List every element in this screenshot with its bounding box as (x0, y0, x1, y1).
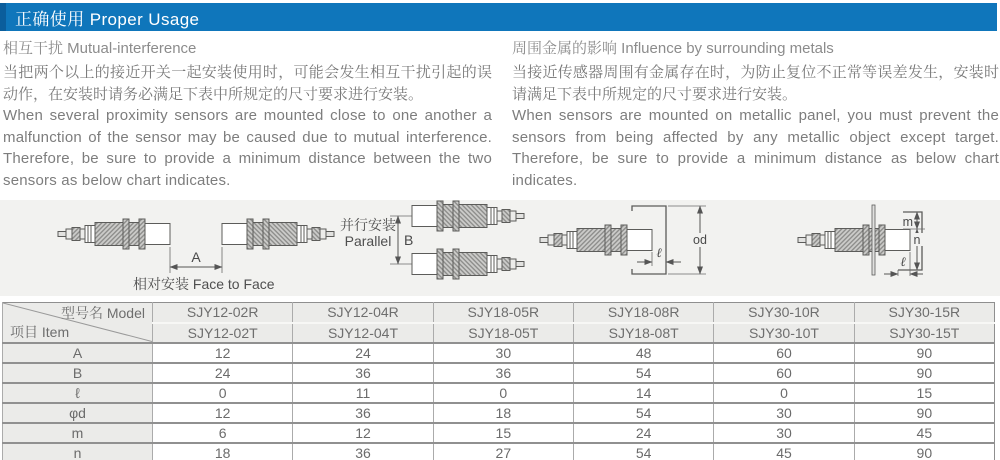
row-label: ℓ (3, 383, 153, 403)
value-cell: 14 (573, 383, 713, 403)
value-cell: 30 (714, 423, 854, 443)
model-cell: SJY30-15T (854, 323, 994, 343)
row-label: n (3, 443, 153, 460)
value-cell: 54 (573, 403, 713, 423)
section-titlebar (0, 3, 997, 31)
value-cell: 24 (293, 343, 433, 363)
sensor-illustration (222, 219, 334, 249)
model-cell: SJY18-08R (573, 303, 713, 323)
value-cell: 0 (153, 383, 293, 403)
diagram-face-to-face (58, 219, 334, 292)
sensor-illustration (798, 225, 910, 255)
spec-row-b (3, 363, 995, 383)
value-cell: 30 (714, 403, 854, 423)
value-cell: 45 (714, 443, 854, 460)
value-cell: 90 (854, 403, 994, 423)
model-cell: SJY30-10R (714, 303, 854, 323)
row-label: B (3, 363, 153, 383)
dim-n-label: n (913, 233, 921, 247)
parallel-caption-en: Parallel (344, 233, 392, 249)
mutual-interference-section (3, 39, 492, 191)
dim-l2-label: ℓ (900, 254, 906, 269)
model-cell: SJY30-10T (714, 323, 854, 343)
dim-l-label: ℓ (656, 245, 662, 260)
dim-b-label: B (404, 232, 414, 248)
value-cell: 48 (573, 343, 713, 363)
surrounding-metals-text-en: When sensors are mounted on metallic panel, you must prevent the sensors from being affected by any metallic object except target. Therefore, be sure to provide a minimum distance as below chart indicates. (512, 107, 999, 189)
model-cell: SJY18-08T (573, 323, 713, 343)
mutual-interference-text-zh: 当把两个以上的接近开关一起安装使用时，可能会发生相互干扰引起的误动作，在安装时请务必满足下表中所规定的尺寸要求进行安装。 (3, 64, 492, 103)
value-cell: 12 (293, 423, 433, 443)
value-cell: 60 (714, 343, 854, 363)
page-title: 正确使用 Proper Usage (15, 9, 200, 29)
corner-model-label: 型号名 Model (60, 305, 145, 321)
spec-row-l (3, 383, 995, 403)
value-cell: 36 (293, 363, 433, 383)
mutual-interference-text-en: When several proximity sensors are mounted close to one another a malfunction of the sensor may be caused due to mutual interference. Therefore, be sure to provide a minimum distance between the two sensors as below chart indicates. (3, 107, 492, 189)
sensor-illustration (540, 225, 652, 255)
model-cell: SJY12-04T (293, 323, 433, 343)
model-cell: SJY30-15R (854, 303, 994, 323)
spec-row-a (3, 343, 995, 363)
dimension-spec-table (2, 302, 995, 460)
value-cell: 90 (854, 443, 994, 460)
spec-row-n (3, 443, 995, 460)
parallel-caption-zh: 并行安装 (340, 217, 396, 233)
model-cell: SJY12-04R (293, 303, 433, 323)
face-to-face-caption: 相对安装 Face to Face (133, 276, 275, 292)
value-cell: 90 (854, 343, 994, 363)
value-cell: 15 (854, 383, 994, 403)
model-cell: SJY18-05R (433, 303, 573, 323)
value-cell: 12 (153, 403, 293, 423)
value-cell: 54 (573, 443, 713, 460)
value-cell: 45 (854, 423, 994, 443)
diagram-through-panel (798, 205, 925, 276)
value-cell: 27 (433, 443, 573, 460)
value-cell: 24 (153, 363, 293, 383)
titlebar-accent (0, 3, 6, 31)
spec-row-m (3, 423, 995, 443)
table-corner-cell (3, 303, 153, 343)
value-cell: 30 (433, 343, 573, 363)
value-cell: 18 (153, 443, 293, 460)
value-cell: 24 (573, 423, 713, 443)
corner-item-label: 项目 Item (10, 323, 70, 340)
diagram-surround-bracket (540, 206, 712, 274)
surrounding-metals-heading: 周围金属的影响 Influence by surrounding metals (512, 40, 834, 57)
value-cell: 36 (293, 403, 433, 423)
model-cell: SJY12-02R (153, 303, 293, 323)
sensor-illustration (412, 201, 524, 231)
value-cell: 60 (714, 363, 854, 383)
value-cell: 0 (433, 383, 573, 403)
value-cell: 36 (433, 363, 573, 383)
value-cell: 6 (153, 423, 293, 443)
value-cell: 18 (433, 403, 573, 423)
model-row-r (3, 303, 995, 323)
mutual-interference-heading: 相互干扰 Mutual-interference (3, 40, 197, 57)
row-label: φd (3, 403, 153, 423)
dim-phid-label: od (693, 233, 707, 247)
sensor-illustration (58, 219, 170, 249)
dim-m-label: m (902, 215, 913, 229)
surrounding-metals-section (512, 39, 999, 191)
dim-a-label: A (191, 249, 201, 265)
value-cell: 54 (573, 363, 713, 383)
mounting-panel (872, 205, 875, 275)
value-cell: 0 (714, 383, 854, 403)
sensor-illustration (412, 249, 524, 279)
value-cell: 36 (293, 443, 433, 460)
value-cell: 15 (433, 423, 573, 443)
surrounding-metals-text-zh: 当接近传感器周围有金属存在时，为防止复位不正常等误差发生，安装时请满足下表中所规定的尺寸要求进行安装。 (512, 64, 999, 103)
spec-row-phid (3, 403, 995, 423)
model-cell: SJY18-05T (433, 323, 573, 343)
row-label: m (3, 423, 153, 443)
value-cell: 90 (854, 363, 994, 383)
mounting-diagrams (0, 200, 1000, 296)
value-cell: 11 (293, 383, 433, 403)
diagram-parallel (340, 201, 524, 279)
model-cell: SJY12-02T (153, 323, 293, 343)
row-label: A (3, 343, 153, 363)
mounting-diagrams-panel (0, 200, 1000, 296)
value-cell: 12 (153, 343, 293, 363)
